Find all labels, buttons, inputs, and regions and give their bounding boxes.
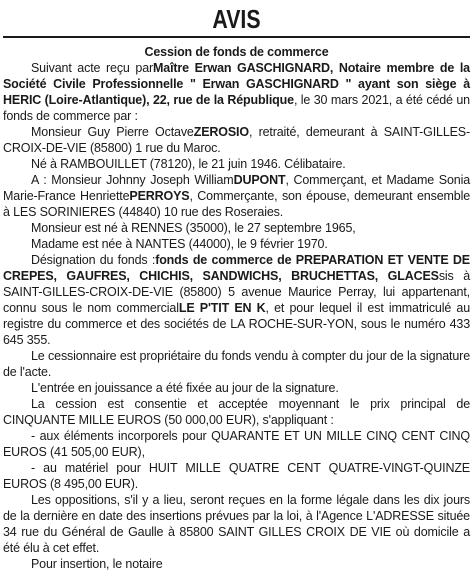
business-description xyxy=(3,252,470,348)
price-equipment: - au matériel pour HUIT MILLE QUATRE CENT QUATRE-VINGT-QUINZE EUROS (8 495,00 EUR). xyxy=(3,461,470,491)
deed-date: , le 30 mars 2021, a été cédé un fonds de commerce par : xyxy=(3,93,470,123)
title-divider xyxy=(3,36,470,38)
trade-name: LE P'TIT EN K xyxy=(178,301,266,315)
seller-paragraph xyxy=(3,124,470,156)
deed-paragraph xyxy=(3,60,470,124)
business-registration: , et pour lequel il est immatriculé au registre du commerce et des sociétés de LA ROCHE-SUR-YON, sous le numéro 433 645 355. xyxy=(3,301,471,347)
notice-title: AVIS xyxy=(212,4,261,34)
buyers-address: , Commerçante, son épouse, demeurant ensemble à LES SORINIERES (44840) 10 rue des Roseraies. xyxy=(3,189,470,219)
buyer-1-birth: Monsieur est né à RENNES (35000), le 27 septembre 1965, xyxy=(31,221,356,235)
seller-first-names: Monsieur Guy Pierre Octave xyxy=(31,125,194,139)
business-activity: fonds de commerce de PREPARATION ET VENTE DE CREPES, GAUFRES, CHICHIS, SANDWICHS, BRUCHETTAS, GLACES xyxy=(3,253,470,283)
price-intangible: - aux éléments incorporels pour QUARANTE ET UN MILLE CINQ CENT CINQ EUROS (41 505,00 EUR), xyxy=(3,429,470,459)
seller-surname: ZEROSIO xyxy=(193,125,249,139)
notary-name: Maître Erwan GASCHIGNARD, Notaire membre de la Société Civile Professionnelle " Erwan GASCHIGNARD " ayant son siège à HERIC (Loire-Atlantique), 22, rue de la République xyxy=(3,61,470,107)
deed-intro: Suivant acte reçu par xyxy=(31,61,154,75)
seller-details: , retraité, demeurant à SAINT-GILLES-CROIX-DE-VIE (85800) 1 rue du Maroc. xyxy=(3,125,471,155)
oppositions-paragraph: Les oppositions, s'il y a lieu, seront reçues en la forme légale dans les dix jours de la dernière en date des insertions prévues par la loi, à l'Agence L'ADRESSE située 34 rue du Général de Gaulle à 85800 SAINT GILLES CROIX DE VIE où domicile a été élu à cet effet. xyxy=(3,493,470,555)
seller-birth: Né à RAMBOUILLET (78120), le 21 juin 1946. Célibataire. xyxy=(31,157,346,171)
notice-subtitle: Cession de fonds de commerce xyxy=(144,45,329,59)
business-location: sis à SAINT-GILLES-CROIX-DE-VIE (85800) 5 avenue Maurice Perray, lui appartenant, connu sous le nom commercial xyxy=(3,269,470,315)
ownership-paragraph: Le cessionnaire est propriétaire du fonds vendu à compter du jour de la signature de l'acte. xyxy=(3,349,470,379)
buyer-1-surname: DUPONT xyxy=(233,173,286,187)
buyer-1-first-names: A : Monsieur Johnny Joseph William xyxy=(31,173,234,187)
signature-line: Pour insertion, le notaire xyxy=(31,557,163,571)
buyer-2-birth: Madame est née à NANTES (44000), le 9 février 1970. xyxy=(31,237,328,251)
business-label: Désignation du fonds : xyxy=(31,253,156,267)
possession-paragraph: L'entrée en jouissance a été fixée au jour de la signature. xyxy=(31,381,339,395)
price-paragraph: La cession est consentie et acceptée moyennant le prix principal de CINQUANTE MILLE EUROS (50 000,00 EUR), s'appliquant : xyxy=(3,397,470,427)
buyer-2-surname: PERROYS xyxy=(129,189,190,203)
buyers-paragraph xyxy=(3,172,470,220)
buyer-2-first-names: , Commerçant, et Madame Sonia Marie-France Henriette xyxy=(3,173,471,203)
